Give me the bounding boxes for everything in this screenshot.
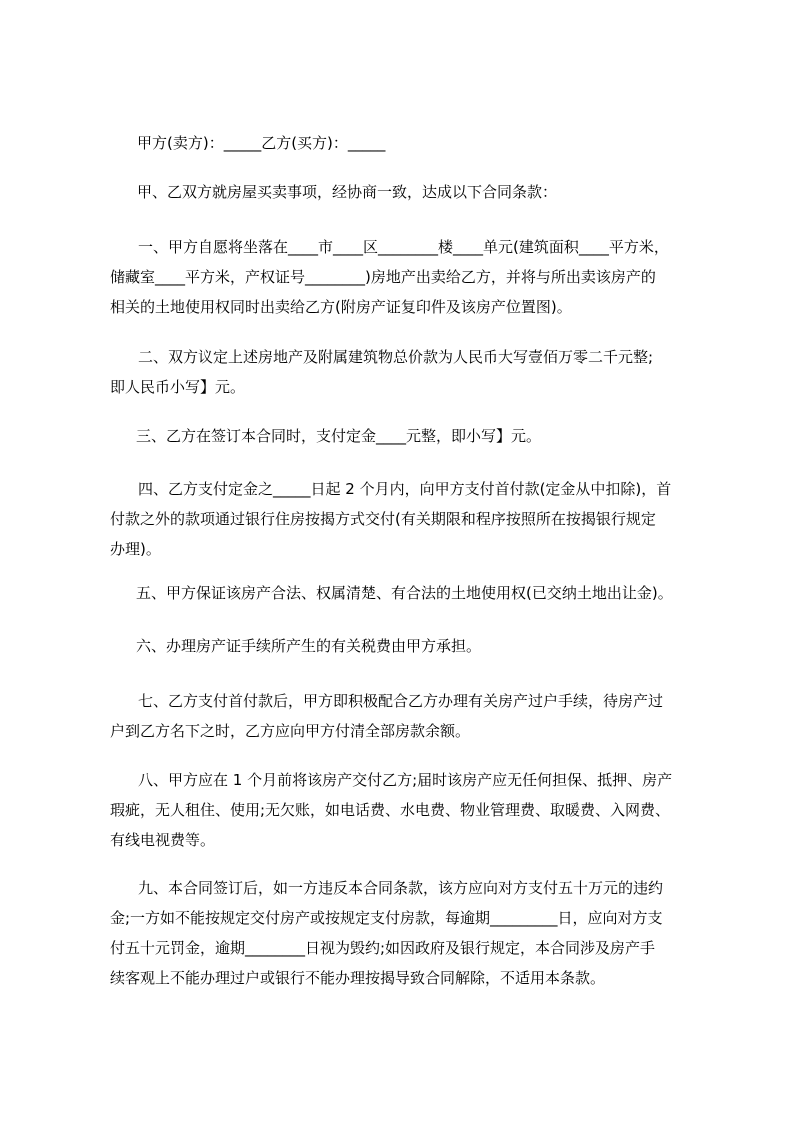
clause-1 (110, 232, 710, 322)
text-line: 一、甲方自愿将坐落在____市____区________楼____单元(建筑面积____平方米， (138, 238, 669, 256)
text-line: 甲、乙双方就房屋买卖事项，经协商一致，达成以下合同条款： (137, 183, 558, 201)
text-line: 六、办理房产证手续所产生的有关税费由甲方承担。 (136, 637, 482, 655)
text-line: 八、甲方应在 1 个月前将该房产交付乙方;届时该房产应无任何担保、抵押、房产 (138, 771, 673, 789)
intro-paragraph (137, 177, 737, 207)
clause-8 (110, 765, 710, 855)
text-line: 五、甲方保证该房产合法、权属清楚、有合法的土地使用权(已交纳土地出让金)。 (136, 584, 673, 602)
text-line: 即人民币小写】元。 (110, 378, 246, 396)
text-line: 甲方(卖方)：_____乙方(买方)：_____ (137, 134, 386, 152)
text-line: 有线电视费等。 (110, 831, 216, 849)
text-line: 三、乙方在签订本合同时，支付定金____元整，即小写】元。 (136, 427, 542, 445)
text-line: 户到乙方名下之时，乙方应向甲方付清全部房款余额。 (110, 722, 471, 740)
text-line: 办理)。 (110, 540, 161, 558)
clause-5 (110, 578, 710, 608)
text-line: 七、乙方支付首付款后，甲方即积极配合乙方办理有关房产过户手续，待房产过 (138, 692, 664, 710)
text-line: 储藏室____平方米，产权证号________)房地产出卖给乙方，并将与所出卖该房产的 (110, 268, 656, 286)
text-line: 二、双方议定上述房地产及附属建筑物总价款为人民币大写壹佰万零二千元整; (138, 348, 654, 366)
parties-line (137, 128, 737, 158)
text-line: 付款之外的款项通过银行住房按揭方式交付(有关期限和程序按照所在按揭银行规定 (110, 510, 656, 528)
text-line: 续客观上不能办理过户或银行不能办理按揭导致合同解除，不适用本条款。 (110, 969, 606, 987)
clause-2 (110, 342, 710, 402)
clause-4 (110, 474, 710, 564)
text-line: 四、乙方支付定金之_____日起 2 个月内，向甲方支付首付款(定金从中扣除)，首 (138, 480, 672, 498)
text-line: 瑕疵，无人租住、使用;无欠账，如电话费、水电费、物业管理费、取暖费、入网费、 (110, 801, 671, 819)
clause-7 (110, 686, 710, 746)
clause-3 (110, 421, 710, 451)
clause-6 (110, 631, 710, 661)
text-line: 付五十元罚金，逾期________日视为毁约;如因政府及银行规定，本合同涉及房产手 (110, 939, 656, 957)
text-line: 金;一方如不能按规定交付房产或按规定支付房款，每逾期_________日，应向对方支 (110, 909, 663, 927)
text-line: 九、本合同签订后，如一方违反本合同条款，该方应向对方支付五十万元的违约 (138, 879, 664, 897)
clause-9 (110, 873, 710, 993)
text-line: 相关的土地使用权同时出卖给乙方(附房产证复印件及该房产位置图)。 (110, 298, 572, 316)
